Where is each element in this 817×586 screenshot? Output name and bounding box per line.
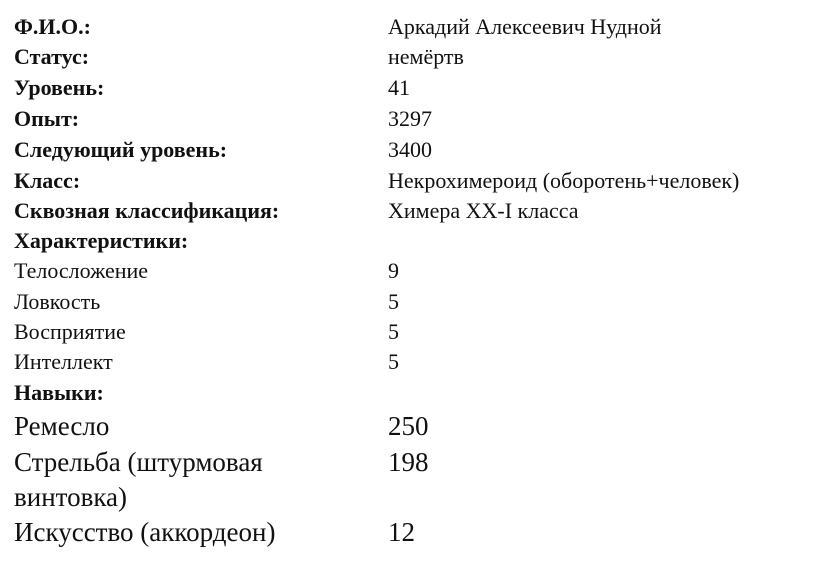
field-label: Ф.И.О.:: [14, 14, 91, 39]
skills-heading: [14, 378, 814, 408]
characteristic-row: [14, 256, 814, 286]
field-value: 41: [388, 75, 410, 100]
skill-label-continuation: винтовка): [14, 482, 128, 512]
characteristic-label: Телосложение: [14, 258, 149, 283]
characteristic-row: [14, 287, 814, 317]
profile-row-classification: [14, 196, 814, 226]
section-heading: Характеристики:: [14, 228, 189, 253]
characteristic-label: Восприятие: [14, 319, 126, 344]
characteristic-label: Ловкость: [14, 289, 101, 314]
skill-label: Ремесло: [14, 411, 110, 441]
skill-row: [14, 515, 814, 545]
characteristic-value: 5: [388, 349, 399, 374]
field-label: Сквозная классификация:: [14, 198, 280, 223]
characteristic-value: 9: [388, 258, 399, 283]
field-label: Уровень:: [14, 75, 105, 100]
characteristics-heading: [14, 226, 814, 256]
characteristic-label: Интеллект: [14, 349, 113, 374]
field-label: Следующий уровень:: [14, 137, 228, 162]
profile-row-experience: [14, 104, 814, 134]
skill-value: 12: [388, 517, 415, 547]
skill-value: 250: [388, 411, 429, 441]
field-label: Опыт:: [14, 106, 80, 131]
section-heading: Навыки:: [14, 380, 104, 405]
characteristic-row: [14, 347, 814, 377]
profile-row-class: [14, 166, 814, 196]
skill-label: Искусство (аккордеон): [14, 517, 276, 547]
characteristic-value: 5: [388, 289, 399, 314]
field-value: немёртв: [388, 44, 464, 69]
skill-label: Стрельба (штурмовая: [14, 447, 263, 477]
skill-row-continuation: [14, 480, 814, 510]
skill-row: [14, 409, 814, 439]
field-value: Некрохимероид (оборотень+человек): [388, 168, 740, 193]
field-value: 3400: [388, 137, 432, 162]
field-label: Класс:: [14, 168, 81, 193]
profile-row-name: [14, 12, 814, 42]
characteristic-row: [14, 317, 814, 347]
field-label: Статус:: [14, 44, 90, 69]
field-value: Химера XX-I класса: [388, 198, 579, 223]
skill-row: [14, 445, 814, 475]
characteristic-value: 5: [388, 319, 399, 344]
profile-row-status: [14, 42, 814, 72]
field-value: Аркадий Алексеевич Нудной: [388, 14, 662, 39]
profile-row-next-level: [14, 135, 814, 165]
profile-row-level: [14, 73, 814, 103]
field-value: 3297: [388, 106, 432, 131]
skill-value: 198: [388, 447, 429, 477]
